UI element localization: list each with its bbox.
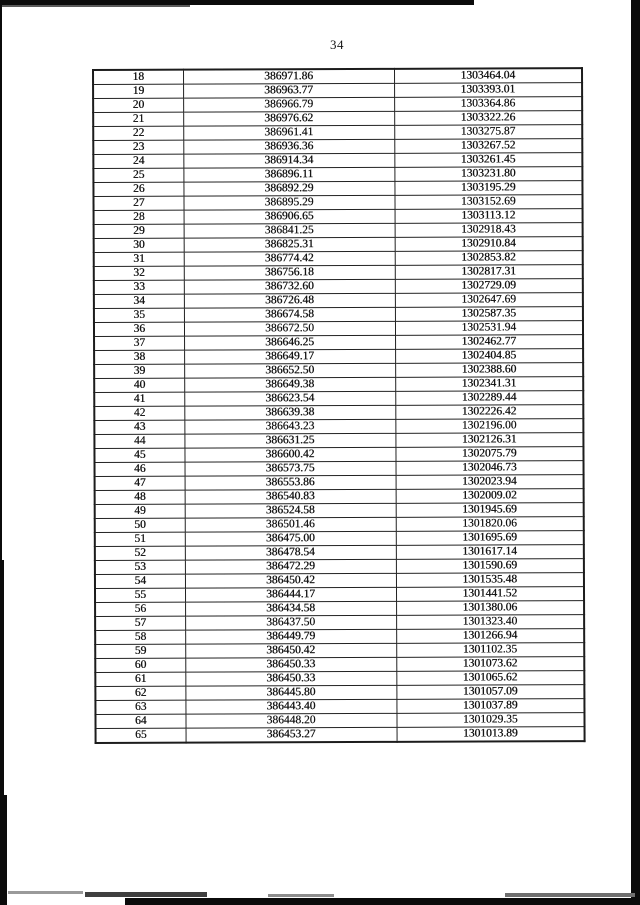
table-row: [95, 699, 584, 715]
point-number-cell: 31: [94, 252, 184, 266]
y-coordinate-cell: 1302226.42: [395, 405, 583, 420]
x-coordinate-cell: 386524.58: [185, 503, 396, 518]
x-coordinate-cell: 386674.58: [184, 307, 395, 322]
point-number-cell: 32: [94, 266, 184, 280]
table-row: [95, 545, 584, 561]
point-number-cell: 63: [95, 700, 185, 714]
y-coordinate-cell: 1302388.60: [395, 363, 583, 378]
point-number-cell: 50: [95, 518, 185, 532]
y-coordinate-cell: 1303231.80: [394, 167, 582, 182]
point-number-cell: 27: [93, 196, 183, 210]
x-coordinate-cell: 386623.54: [184, 391, 395, 406]
x-coordinate-cell: 386963.77: [183, 83, 394, 98]
x-coordinate-cell: 386976.62: [183, 111, 394, 126]
y-coordinate-cell: 1302126.31: [395, 433, 583, 448]
table-row: [95, 685, 584, 701]
y-coordinate-cell: 1302647.69: [395, 293, 583, 308]
scan-artifact-bottom-edge: [125, 898, 640, 905]
table-row: [95, 615, 584, 631]
point-number-cell: 56: [95, 602, 185, 616]
x-coordinate-cell: 386540.83: [185, 489, 396, 504]
x-coordinate-cell: 386450.33: [185, 657, 396, 672]
x-coordinate-cell: 386914.34: [183, 153, 394, 168]
table-row: [94, 209, 583, 225]
table-row: [94, 419, 583, 435]
y-coordinate-cell: 1301029.35: [396, 713, 584, 728]
point-number-cell: 48: [95, 490, 185, 504]
x-coordinate-cell: 386841.25: [184, 223, 395, 238]
y-coordinate-cell: 1301073.62: [396, 657, 584, 672]
table-row: [94, 433, 583, 449]
point-number-cell: 61: [95, 672, 185, 686]
y-coordinate-cell: 1302289.44: [395, 391, 583, 406]
table-row: [95, 671, 584, 687]
point-number-cell: 39: [94, 364, 184, 378]
page-number: 34: [330, 37, 344, 52]
point-number-cell: 52: [95, 546, 185, 560]
scan-artifact-top-edge-2: [0, 5, 190, 7]
point-number-cell: 40: [94, 378, 184, 392]
table-row: [93, 83, 582, 99]
scan-artifact-smudge: [8, 891, 83, 894]
y-coordinate-cell: 1303322.26: [394, 111, 582, 126]
y-coordinate-cell: 1301945.69: [396, 503, 584, 518]
table-row: [95, 517, 584, 533]
point-number-cell: 59: [95, 644, 185, 658]
x-coordinate-cell: 386649.17: [184, 349, 395, 364]
y-coordinate-cell: 1301695.69: [396, 531, 584, 546]
table-row: [93, 153, 582, 169]
y-coordinate-cell: 1301102.35: [396, 643, 584, 658]
y-coordinate-cell: 1303267.52: [394, 139, 582, 154]
x-coordinate-cell: 386475.00: [185, 531, 396, 546]
point-number-cell: 36: [94, 322, 184, 336]
point-number-cell: 53: [95, 560, 185, 574]
point-number-cell: 30: [94, 238, 184, 252]
x-coordinate-cell: 386437.50: [185, 615, 396, 630]
point-number-cell: 19: [93, 84, 183, 98]
table-row: [93, 68, 582, 84]
y-coordinate-cell: 1302046.73: [396, 461, 584, 476]
y-coordinate-cell: 1302531.94: [395, 321, 583, 336]
table-row: [93, 111, 582, 127]
point-number-cell: 29: [94, 224, 184, 238]
table-row: [94, 447, 583, 463]
x-coordinate-cell: 386434.58: [185, 601, 396, 616]
table-row: [94, 237, 583, 253]
table-row: [94, 307, 583, 323]
point-number-cell: 64: [95, 714, 185, 728]
point-number-cell: 41: [94, 392, 184, 406]
y-coordinate-cell: 1301590.69: [396, 559, 584, 574]
table-row: [95, 657, 584, 673]
table-row: [94, 391, 583, 407]
y-coordinate-cell: 1302817.31: [395, 265, 583, 280]
x-coordinate-cell: 386646.25: [184, 335, 395, 350]
x-coordinate-cell: 386450.33: [185, 671, 396, 686]
y-coordinate-cell: 1303261.45: [394, 153, 582, 168]
y-coordinate-cell: 1303152.69: [394, 195, 582, 210]
y-coordinate-cell: 1303393.01: [394, 83, 582, 98]
x-coordinate-cell: 386936.36: [183, 139, 394, 154]
y-coordinate-cell: 1301013.89: [397, 727, 585, 742]
point-number-cell: 57: [95, 616, 185, 630]
point-number-cell: 46: [95, 462, 185, 476]
scan-artifact-left-edge: [0, 4, 2, 560]
y-coordinate-cell: 1302196.00: [395, 419, 583, 434]
table-row: [94, 251, 583, 267]
y-coordinate-cell: 1303195.29: [394, 181, 582, 196]
point-number-cell: 35: [94, 308, 184, 322]
y-coordinate-cell: 1302404.85: [395, 349, 583, 364]
x-coordinate-cell: 386892.29: [183, 181, 394, 196]
x-coordinate-cell: 386774.42: [184, 251, 395, 266]
table-row: [95, 713, 584, 729]
table-row: [94, 335, 583, 351]
point-number-cell: 45: [94, 448, 184, 462]
table-row: [93, 139, 582, 155]
x-coordinate-cell: 386445.80: [185, 685, 396, 700]
y-coordinate-cell: 1303275.87: [394, 125, 582, 140]
table-row: [94, 223, 583, 239]
point-number-cell: 47: [95, 476, 185, 490]
y-coordinate-cell: 1302587.35: [395, 307, 583, 322]
table-row: [95, 531, 584, 547]
point-number-cell: 28: [94, 210, 184, 224]
point-number-cell: 60: [95, 658, 185, 672]
y-coordinate-cell: 1303364.86: [394, 97, 582, 112]
x-coordinate-cell: 386450.42: [185, 573, 396, 588]
table-row: [95, 475, 584, 491]
y-coordinate-cell: 1303464.04: [394, 68, 582, 83]
x-coordinate-cell: 386501.46: [185, 517, 396, 532]
point-number-cell: 22: [93, 126, 183, 140]
table-row: [93, 125, 582, 141]
x-coordinate-cell: 386672.50: [184, 321, 395, 336]
table-row: [94, 279, 583, 295]
coordinate-table: [92, 67, 586, 744]
y-coordinate-cell: 1303113.12: [395, 209, 583, 224]
table-row: [95, 461, 584, 477]
x-coordinate-cell: 386961.41: [183, 125, 394, 140]
table-row: [95, 503, 584, 519]
table-row: [95, 573, 584, 589]
x-coordinate-cell: 386732.60: [184, 279, 395, 294]
scan-artifact-left-edge-2: [0, 560, 4, 795]
table-row: [95, 489, 584, 505]
x-coordinate-cell: 386600.42: [184, 447, 395, 462]
x-coordinate-cell: 386652.50: [184, 363, 395, 378]
x-coordinate-cell: 386756.18: [184, 265, 395, 280]
y-coordinate-cell: 1301617.14: [396, 545, 584, 560]
table-row: [95, 559, 584, 575]
table-row: [93, 97, 582, 113]
x-coordinate-cell: 386448.20: [185, 713, 396, 728]
x-coordinate-cell: 386971.86: [183, 69, 394, 84]
y-coordinate-cell: 1302009.02: [396, 489, 584, 504]
table-row: [94, 377, 583, 393]
x-coordinate-cell: 386906.65: [184, 209, 395, 224]
scan-artifact-smudge: [505, 893, 635, 897]
x-coordinate-cell: 386895.29: [183, 195, 394, 210]
y-coordinate-cell: 1302910.84: [395, 237, 583, 252]
table-row: [94, 349, 583, 365]
table-row: [94, 405, 583, 421]
scan-artifact-left-edge-3: [0, 795, 7, 905]
point-number-cell: 18: [93, 70, 183, 85]
x-coordinate-cell: 386450.42: [185, 643, 396, 658]
scan-artifact-smudge: [85, 892, 207, 897]
x-coordinate-cell: 386639.38: [184, 405, 395, 420]
y-coordinate-cell: 1301323.40: [396, 615, 584, 630]
point-number-cell: 58: [95, 630, 185, 644]
table-row: [95, 601, 584, 617]
x-coordinate-cell: 386443.40: [185, 699, 396, 714]
point-number-cell: 33: [94, 280, 184, 294]
point-number-cell: 51: [95, 532, 185, 546]
table-row: [94, 321, 583, 337]
y-coordinate-cell: 1301057.09: [396, 685, 584, 700]
point-number-cell: 24: [93, 154, 183, 168]
x-coordinate-cell: 386825.31: [184, 237, 395, 252]
x-coordinate-cell: 386453.27: [186, 727, 397, 742]
x-coordinate-cell: 386449.79: [185, 629, 396, 644]
point-number-cell: 44: [94, 434, 184, 448]
point-number-cell: 26: [93, 182, 183, 196]
table-row: [95, 629, 584, 645]
scan-artifact-smudge: [268, 894, 334, 897]
y-coordinate-cell: 1301037.89: [396, 699, 584, 714]
table-row: [94, 363, 583, 379]
x-coordinate-cell: 386478.54: [185, 545, 396, 560]
y-coordinate-cell: 1301065.62: [396, 671, 584, 686]
y-coordinate-cell: 1301535.48: [396, 573, 584, 588]
point-number-cell: 23: [93, 140, 183, 154]
point-number-cell: 49: [95, 504, 185, 518]
y-coordinate-cell: 1301266.94: [396, 629, 584, 644]
x-coordinate-cell: 386573.75: [185, 461, 396, 476]
y-coordinate-cell: 1301380.06: [396, 601, 584, 616]
y-coordinate-cell: 1302918.43: [395, 223, 583, 238]
point-number-cell: 21: [93, 112, 183, 126]
point-number-cell: 42: [94, 406, 184, 420]
y-coordinate-cell: 1302853.82: [395, 251, 583, 266]
point-number-cell: 34: [94, 294, 184, 308]
point-number-cell: 55: [95, 588, 185, 602]
table-row: [93, 181, 582, 197]
point-number-cell: 62: [95, 686, 185, 700]
x-coordinate-cell: 386444.17: [185, 587, 396, 602]
table-row: [94, 293, 583, 309]
table-row: [93, 195, 582, 211]
table-row: [93, 167, 582, 183]
x-coordinate-cell: 386631.25: [184, 433, 395, 448]
y-coordinate-cell: 1301820.06: [396, 517, 584, 532]
point-number-cell: 20: [93, 98, 183, 112]
y-coordinate-cell: 1302462.77: [395, 335, 583, 350]
point-number-cell: 37: [94, 336, 184, 350]
x-coordinate-cell: 386553.86: [185, 475, 396, 490]
y-coordinate-cell: 1302023.94: [396, 475, 584, 490]
point-number-cell: 54: [95, 574, 185, 588]
point-number-cell: 25: [93, 168, 183, 182]
y-coordinate-cell: 1302729.09: [395, 279, 583, 294]
coordinate-table-container: [92, 67, 584, 744]
table-row: [96, 727, 585, 743]
y-coordinate-cell: 1301441.52: [396, 587, 584, 602]
point-number-cell: 65: [96, 728, 186, 743]
x-coordinate-cell: 386966.79: [183, 97, 394, 112]
x-coordinate-cell: 386649.38: [184, 377, 395, 392]
point-number-cell: 43: [94, 420, 184, 434]
x-coordinate-cell: 386643.23: [184, 419, 395, 434]
y-coordinate-cell: 1302341.31: [395, 377, 583, 392]
x-coordinate-cell: 386472.29: [185, 559, 396, 574]
table-row: [95, 643, 584, 659]
scan-artifact-right-edge: [631, 0, 640, 905]
y-coordinate-cell: 1302075.79: [395, 447, 583, 462]
x-coordinate-cell: 386896.11: [183, 167, 394, 182]
x-coordinate-cell: 386726.48: [184, 293, 395, 308]
table-row: [95, 587, 584, 603]
table-row: [94, 265, 583, 281]
point-number-cell: 38: [94, 350, 184, 364]
